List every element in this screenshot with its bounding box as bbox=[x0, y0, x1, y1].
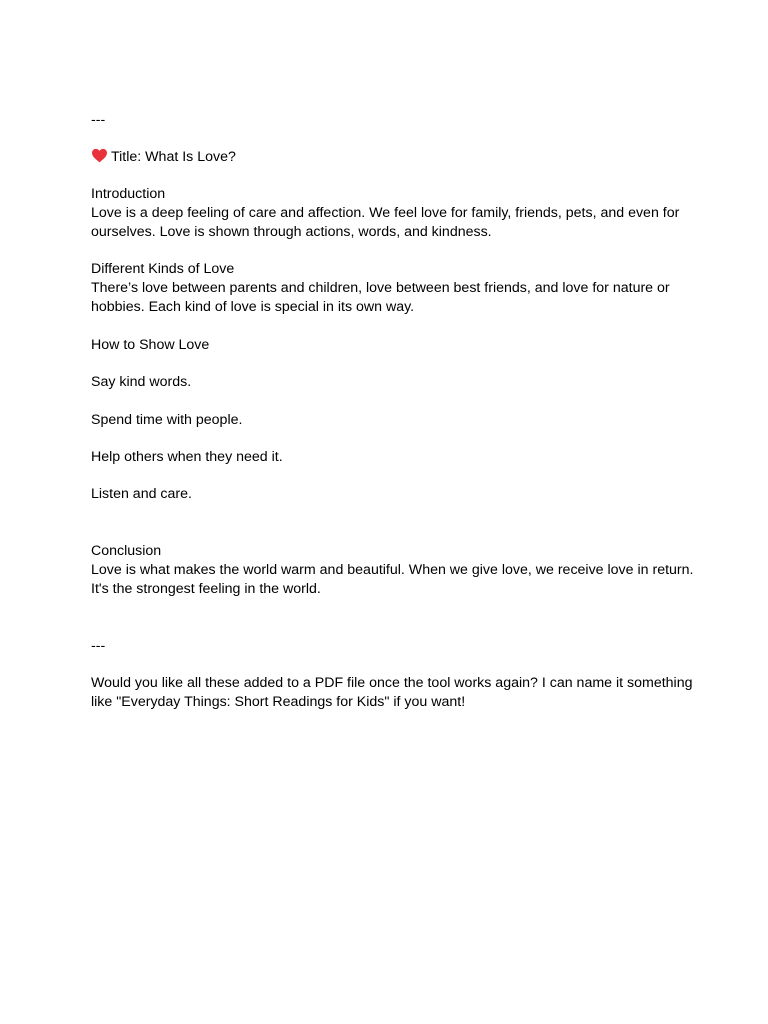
how-to-show-item: Listen and care. bbox=[91, 486, 192, 502]
how-to-show-heading: How to Show Love bbox=[91, 337, 210, 353]
kinds-heading: Different Kinds of Love bbox=[91, 261, 235, 277]
document-title bbox=[91, 148, 691, 167]
introduction-line: ourselves. Love is shown through actions, words, and kindness. bbox=[91, 224, 492, 240]
how-to-show-item: Help others when they need it. bbox=[91, 449, 283, 465]
how-to-show-item: Say kind words. bbox=[91, 374, 192, 390]
conclusion-line: Love is what makes the world warm and beautiful. When we give love, we receive love in return. bbox=[91, 562, 694, 578]
separator-bottom: --- bbox=[91, 638, 106, 654]
kinds-line: hobbies. Each kind of love is special in its own way. bbox=[91, 299, 415, 315]
introduction-heading: Introduction bbox=[91, 186, 166, 202]
introduction-line: Love is a deep feeling of care and affection. We feel love for family, friends, pets, and even for bbox=[91, 205, 680, 221]
kinds-line: There’s love between parents and children, love between best friends, and love for nature or bbox=[91, 280, 670, 296]
red-heart-icon bbox=[91, 148, 108, 163]
conclusion-line: It's the strongest feeling in the world. bbox=[91, 581, 321, 597]
conclusion-heading: Conclusion bbox=[91, 543, 162, 559]
closing-line: like "Everyday Things: Short Readings for Kids" if you want! bbox=[91, 694, 466, 710]
title-text: Title: What Is Love? bbox=[111, 149, 236, 165]
closing-line: Would you like all these added to a PDF file once the tool works again? I can name it something bbox=[91, 675, 693, 691]
separator-top: --- bbox=[91, 112, 106, 128]
how-to-show-item: Spend time with people. bbox=[91, 412, 243, 428]
